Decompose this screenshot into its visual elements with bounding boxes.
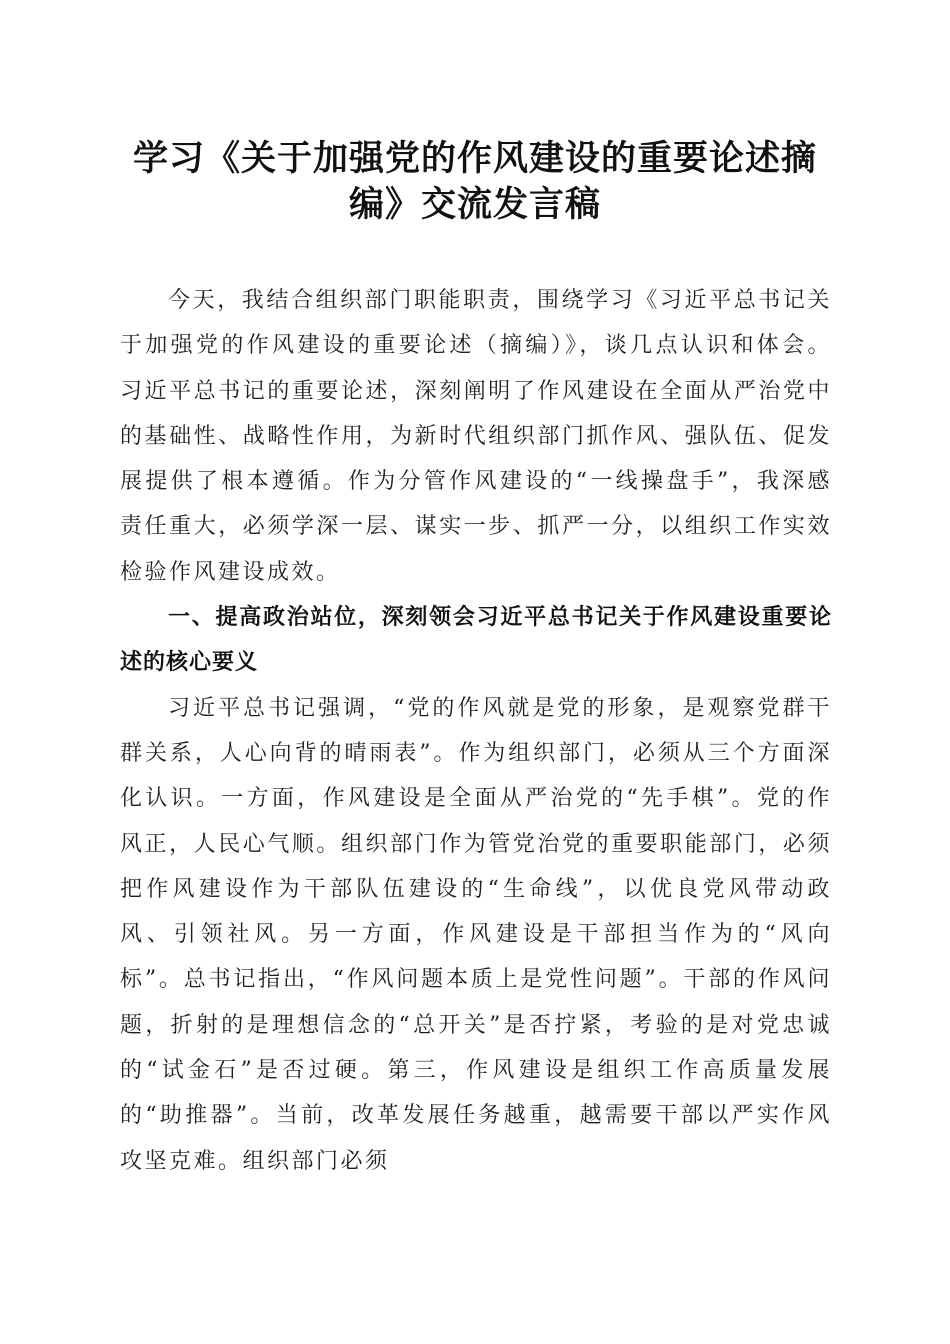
title-line-2: 编》交流发言稿 <box>348 185 601 225</box>
title-line-1: 学习《关于加强党的作风建设的重要论述摘 <box>132 139 817 179</box>
document-body <box>120 278 832 1184</box>
section-1-heading: 一、提高政治站位，深刻领会习近平总书记关于作风建设重要论述的核心要义 <box>120 605 832 676</box>
intro-paragraph: 今天，我结合组织部门职能职责，围绕学习《习近平总书记关于加强党的作风建设的重要论述（摘编）》，谈几点认识和体会。习近平总书记的重要论述，深刻阐明了作风建设在全面从严治党中的基础性、战略性作用，为新时代组织部门抓作风、强队伍、促发展提供了根本遵循。作为分管作风建设的“一线操盘手”，我深感责任重大，必须学深一层、谋实一步、抓严一分，以组织工作实效检验作风建设成效。 <box>120 288 832 585</box>
document-title <box>100 136 850 228</box>
section-1-paragraph: 习近平总书记强调，“党的作风就是党的形象，是观察党群干群关系，人心向背的晴雨表”。作为组织部门，必须从三个方面深化认识。一方面，作风建设是全面从严治党的“先手棋”。党的作风正，人民心气顺。组织部门作为管党治党的重要职能部门，必须把作风建设作为干部队伍建设的“生命线”，以优良党风带动政风、引领社风。另一方面，作风建设是干部担当作为的“风向标”。总书记指出，“作风问题本质上是党性问题”。干部的作风问题，折射的是理想信念的“总开关”是否拧紧，考验的是对党忠诚的“试金石”是否过硬。第三，作风建设是组织工作高质量发展的“助推器”。当前，改革发展任务越重，越需要干部以严实作风攻坚克难。组织部门必须 <box>120 695 832 1174</box>
